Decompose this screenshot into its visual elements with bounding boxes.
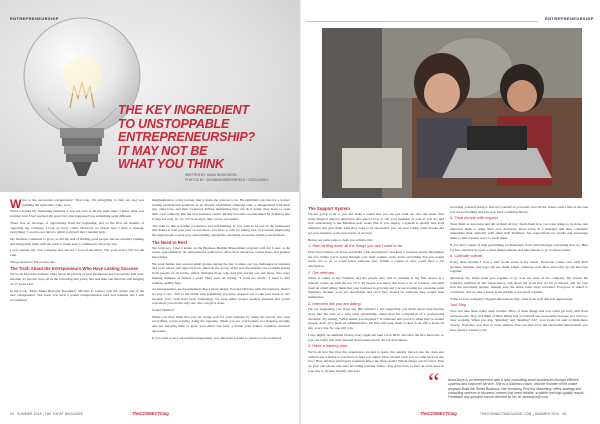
step-text: I'm not suggesting you book any HR lunches! I am suggesting you think about interviewing more like the start of a long term relationship rather than the completion of a professional checklist. Try asking, "What makes you happiest?" If someone tells you it is when they're around people, don't give them an administrative job that will keep them locked in an office alone all day, every day. No one will win. xyxy=(308,307,444,331)
left-column-1 xyxy=(10,198,144,408)
body-paragraph: recording yourself doing it. Record yourself as you train; save all the videos with a title of the task you are performing and you now have a training library. xyxy=(450,205,588,214)
left-page-number: 34 xyxy=(10,412,14,416)
body-paragraph: There was no shortage of opportunity from the beginning, and so the first six months of operating my company, I took on every client. However, no matter how I tried to manage everything, I would soon have to admit to myself that I needed help. xyxy=(10,220,144,235)
step-text: Some of your company's biggest innovations may come from staff that feel appreciated. xyxy=(450,296,574,301)
byline xyxy=(185,173,269,182)
headline-line: TO UNSTOPPABLE xyxy=(118,116,230,131)
body-paragraph: We've all heard the statistic. Only about 20 percent of new businesses last beyond the first year. Another 45 percent drop off in the following five years, and less than one third are still hanging on 15 years later. xyxy=(10,272,144,286)
body-paragraph: Sound familiar? xyxy=(152,308,175,313)
author-bio-quote xyxy=(428,368,586,408)
step-text: When it comes to any business and the people who will be running it, my first choice is a referral. Come up with the top 10 to 20 people you know that have a lot of contacts, and send them an email telling them that your business is growing and you are looking for awesome team members. Include your job description and once they should be someone they would trust themselves. xyxy=(308,276,444,300)
right-column-2 xyxy=(450,205,588,373)
quote-text: Anna-Skye is an entrepreneur with 6 hour consulting small businesses through efficient systems and customer service. She is a business coach, and the founder of the online program Build the Street Business. Her company, Process Marketing, offers strategy and consulting services to business owners that need reliable, scalable and high-quality results. Feedback any question can be directed to her at: annaskye@.com. xyxy=(448,378,585,400)
body-paragraph: In his book, "Don't Make Bertrand Pessimist," Michael E. Gerber tells the classic tale of the new entrepreneur. The book was such a potent entrepreneurial read and remains one I still recommend. xyxy=(10,288,144,302)
photo-illustration-icon xyxy=(322,28,582,198)
right-footer-text: THECONNECTMAGAZINE.COM | SUMMER 2019 xyxy=(480,412,560,416)
step-text: We've all had that first day experience: excited to learn, but quickly thrown into the deep end without any training or resources to help you adjust. How excited were you to come back on day two? How did that employer's retention affect the final result? Whole things are involved. Pick up your cell phone and start recording training videos. You don't have to find an extra hour in your day to do this, literally just start xyxy=(308,349,444,373)
body-paragraph: The good news? I'm not the one. xyxy=(10,259,56,264)
body-paragraph: As entrepreneurs, we treat business like a never budge. You just fill busy with my business, there's no way I can... Tell to the blank with something you have dropped out on the past week or two because your cards have been exhausting, we were either project needed attention and you're convinced you are the only one who can get it done. xyxy=(152,287,290,306)
quote-mark-icon: “ xyxy=(428,368,440,397)
headline-line: THE KEY INGREDIENT xyxy=(118,103,249,117)
top-rule xyxy=(306,21,538,22)
step-text: Quarterly, my entire team gets together to go over the state of the company. We review the company numbers in full transparency, talk about the goals that we hit or missed, and we vote how the upcoming quarter, making sure the entire team stays informed. Everyone is asked to contribute, and we take a break in the middle to eat lunch together. xyxy=(450,275,588,295)
step-text: I also highly recommend having every applicant take a free DISC test after the first interview so you can verify that their internal motivations match the job description. xyxy=(308,332,444,342)
step-title: 5. Treat people with respect. xyxy=(450,215,499,221)
intro-text: hat is the successful entrepreneur? That stop. I'm struggling to find out and was building the right time. Like, wow. xyxy=(22,198,144,207)
body-paragraph: My business continued to grow, as did the task of finding good people and successfully training and integrating them with the team to make sure I continued to have my day. xyxy=(10,236,144,246)
step-text: Every three months I host a staff social event at my house. Everyone comes over with their spouses, children, and dogs. We eat, drink, laugh, celebrate each other, and catch up. We have fun together. xyxy=(450,259,588,274)
step-text: Stop and take three really deep breaths. Have of three things that you could get help with from someone else. Stop and think of three things that you intend one on recently because you were too busy working. When you stop "grinding" and "hustling" 24/7, your brain can start to think more clearly; from this, you start to work smarter. You can start to be the successful entrepreneur you have always wanted to be! xyxy=(450,309,588,332)
dropcap: W xyxy=(10,198,22,211)
byline-photos: PHOTOS BY: SUSANNA BREKENFIELD / CIRCULARLY xyxy=(185,177,269,182)
body-paragraph: We went further into several small groups during the day to share our top challenges in business and tools where and supports from others in the group. What was the number one problem shared from people of all levels, which included those who had just started out and those who were making millions of dollars a year? They were all saying, "I work too much." I need to find reliable, quality help. xyxy=(152,261,290,285)
body-paragraph: I now operate my own company and am not a fool of the mind. The good news? I'm not the lone. xyxy=(10,248,144,258)
step-title: 1. Start writing down all the things you don't want to do. xyxy=(308,243,404,249)
step-title: 3. Interview like you are dating. xyxy=(308,300,362,306)
right-page-number: 35 xyxy=(562,412,567,416)
step-title: 4. Have a training plan. xyxy=(308,343,349,349)
step-title: Just Stop. xyxy=(450,302,468,308)
body-paragraph: I'm not going to lie to you and make it sound like you can just walk out onto the street, find some magical unicorn employee who knows how to run your business as well as you do, and start outsourcing to the Bahamas next week. But, if you employ a system to qualify new staff members and give them what they need to be successful, you can start taking some breaks and set your business to the new levels of success. xyxy=(308,212,444,235)
body-paragraph: When I started my marketing business, I was not sure of all the right steps. I knew what was coming once I had reached my goals but what happened was something quite different. xyxy=(10,209,144,219)
left-footer-logo: TheCONNECTmag xyxy=(132,411,169,416)
right-section-label: ENTREPRENEURSHIP xyxy=(545,16,594,21)
body-paragraph: Not long ago, I met a leader on the Business Builder Mastermind program with Tai Lopez. A the event, approximately 30 entrepreneurs gathered to share their resources, connections, and general knowledge. xyxy=(152,245,290,260)
body-paragraph: While you may think that you are doing well for your business by being the person who runs everything, you're actually doing the opposite. When you are overworked, not sleeping enough, and not enjoying time to grow your mind and body a break, your brain's cognitive function decreases. xyxy=(152,314,290,333)
laptop-team-photo xyxy=(322,28,582,198)
subheading: The Support System xyxy=(308,206,350,211)
headline-line: ENTREPRENEURSHIP? xyxy=(118,130,255,144)
subheading: The Truth About the Entrepreneurs Who Have Lasting Success xyxy=(10,266,139,272)
article-headline xyxy=(118,104,293,172)
headline-line: IT MAY NOT BE xyxy=(118,143,208,158)
intro-paragraph xyxy=(10,198,144,211)
body-paragraph: marginalization of my journey that it made me wise up to be. He exhibited a picture for a worker turning promotional positions as an already established company whe, a disappointed with their pay, other boss, and their workload. Telling themselves they can do it better, they leave to open their own company. But the new business owner quickly becomes overwhelmed by doubting that if they are truly 10, 10, 10+ hour days, they can be successful. xyxy=(152,198,290,221)
left-column-2 xyxy=(152,198,290,408)
right-footer-logo: TheCONNECTmag xyxy=(420,411,457,416)
left-footer-text: SUMMER 2019 | THE EXPAT MAGAZINE xyxy=(17,412,84,416)
body-paragraph: Below are some steps to help you achieve this: xyxy=(308,237,374,242)
step-text: If you feel a sense of high performing professionals, don't micromanage everything they do. Hire for fun, and then be open to their improvements and innovations to go do these results. xyxy=(450,242,588,252)
page-gutter xyxy=(299,0,301,424)
headline-line: WHAT YOU THINK xyxy=(118,157,224,171)
step-text: Don't have time to sit down and make a job description? Just keep a notepad nearby throughout the day. While you're going through your daily routine, write down everything that you would prefer not to do or could teach someone else. Within a couple of days you'll have a job description. xyxy=(308,249,444,268)
step-title: 6. Cultivate culture. xyxy=(450,253,484,259)
right-column-1 xyxy=(308,205,444,405)
body-paragraph: The truth is, this is neither productive and self-limiting. If you want to be one of the businesses that makes it well past year 10 and more, you have to start by taking care of yourself, employing the right people to help you, and building repeatable, reachable processes within your business. xyxy=(152,223,290,237)
body-paragraph: If you want to be a successful entrepreneur, you will have to learn to balance your workload. xyxy=(152,335,282,340)
step-text: Treat them as associates and tell as them all day. Teach them how you want things to be done, and empower them to make their own decisions. Don't bring in a manager and then constantly undermine their authority with other staff members. Set expectations for results and encourage them to find creative ways to reach them. xyxy=(450,222,588,241)
subheading: The Need to Rest xyxy=(152,239,188,245)
right-footer xyxy=(480,412,566,416)
left-footer xyxy=(10,412,83,416)
left-section-label: ENTREPRENEURSHIP xyxy=(10,16,59,21)
step-title: 2. Get referrals. xyxy=(308,269,336,275)
byline-author: WRITTEN BY: ANNA RUSKOWSKI xyxy=(185,173,237,177)
